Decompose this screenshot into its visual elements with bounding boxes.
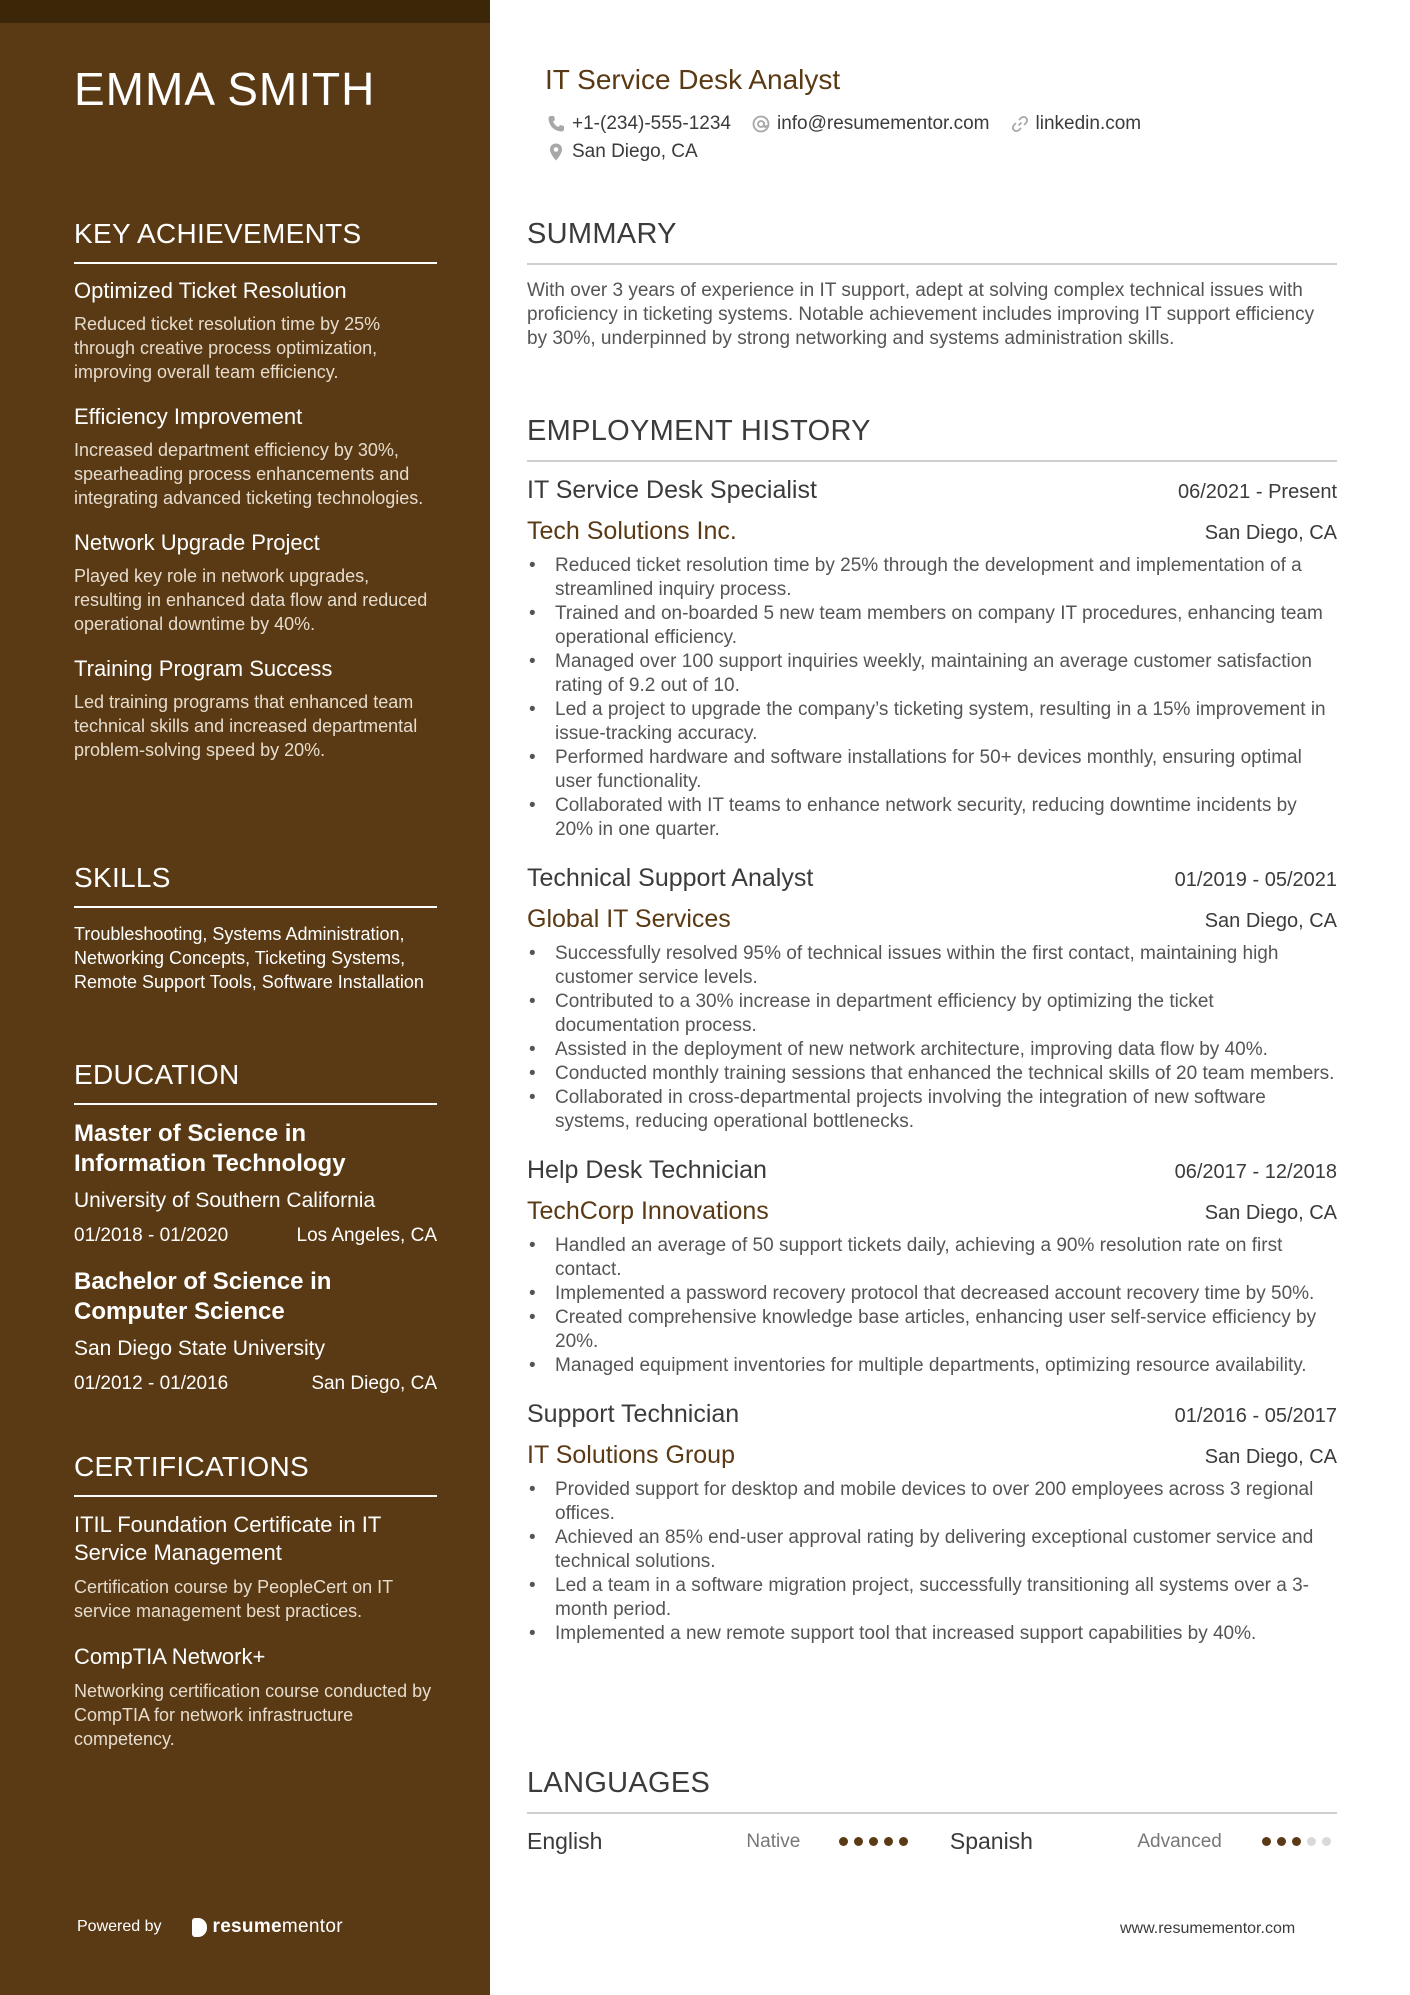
education-heading: EDUCATION xyxy=(74,1059,437,1105)
language-rating xyxy=(1262,1837,1337,1846)
contact-line xyxy=(546,113,1161,135)
job-bullet: • Trained and on-boarded 5 new team members on company IT procedures, enhancing team operational efficiency. xyxy=(527,602,1337,650)
education-dates: 01/2018 - 01/2020 xyxy=(74,1225,229,1246)
achievement-title: Network Upgrade Project xyxy=(74,530,320,555)
rating-dot-filled xyxy=(839,1837,848,1846)
job-entry xyxy=(527,1400,1337,1646)
certification-title: ITIL Foundation Certificate in IT Service Management xyxy=(74,1512,381,1565)
skills-section xyxy=(74,862,437,994)
powered-by-label: Powered by xyxy=(77,1918,162,1935)
brand-logo[interactable] xyxy=(213,1916,343,1938)
phone-text: +1-(234)-555-1234 xyxy=(572,113,731,134)
link-icon xyxy=(1010,114,1030,134)
languages-section xyxy=(527,1767,1337,1855)
job-bullet: • Collaborated with IT teams to enhance network security, reducing downtime incidents by 20% in one quarter. xyxy=(527,794,1337,842)
contact-phone[interactable] xyxy=(546,113,731,135)
rating-dot-filled xyxy=(1262,1837,1271,1846)
achievement-desc: Reduced ticket resolution time by 25% through creative process optimization, improving overall team efficiency. xyxy=(74,314,381,382)
languages-row xyxy=(527,1828,1337,1855)
job-dates: 01/2016 - 05/2017 xyxy=(1174,1405,1337,1427)
powered-by xyxy=(77,1916,343,1938)
summary-heading: SUMMARY xyxy=(527,218,1337,265)
achievement-desc: Played key role in network upgrades, resulting in enhanced data flow and reduced operational downtime by 40%. xyxy=(74,566,428,634)
email-text: info@resumementor.com xyxy=(776,113,990,134)
employment-section xyxy=(527,415,1337,1668)
certification-item xyxy=(74,1511,437,1623)
rating-dot-filled xyxy=(884,1837,893,1846)
job-bullet: • Conducted monthly training sessions that enhanced the technical skills of 20 team members. xyxy=(527,1062,1337,1086)
education-item xyxy=(74,1119,437,1247)
language-name: Spanish xyxy=(949,1828,1033,1854)
rating-dot-empty xyxy=(1322,1837,1331,1846)
employment-heading: EMPLOYMENT HISTORY xyxy=(527,415,1337,462)
achievement-item xyxy=(74,656,437,762)
contact-location xyxy=(546,141,698,163)
job-title: IT Service Desk Analyst xyxy=(545,64,841,95)
job-bullet: • Managed over 100 support inquiries weekly, maintaining an average customer satisfaction rating of 9.2 out of 10. xyxy=(527,650,1337,698)
summary-section xyxy=(527,218,1337,351)
achievement-item xyxy=(74,530,437,636)
achievement-title: Efficiency Improvement xyxy=(74,404,303,429)
language-level: Advanced xyxy=(1137,1830,1222,1852)
job-location: San Diego, CA xyxy=(1204,1446,1337,1468)
certification-desc: Certification course by PeopleCert on IT service management best practices. xyxy=(74,1577,393,1621)
job-bullet: • Implemented a new remote support tool that increased support capabilities by 40%. xyxy=(527,1622,1337,1646)
achievement-item xyxy=(74,404,437,510)
footer-url[interactable]: www.resumementor.com xyxy=(1120,1920,1296,1937)
resumementor-logo-icon xyxy=(192,1918,207,1937)
job-bullet: • Managed equipment inventories for multiple departments, optimizing resource availability. xyxy=(527,1354,1337,1378)
job-bullets xyxy=(527,942,1337,1134)
job-bullet: • Performed hardware and software installations for 50+ devices monthly, ensuring optimal user functionality. xyxy=(527,746,1337,794)
at-icon xyxy=(751,114,771,134)
language-rating xyxy=(839,1837,950,1846)
job-entry xyxy=(527,1156,1337,1378)
contact-line-2 xyxy=(546,141,718,163)
education-degree: Master of Science in Information Technology xyxy=(74,1120,346,1177)
sidebar-top-bar xyxy=(0,0,490,23)
job-bullet: • Achieved an 85% end-user approval rating by delivering exceptional customer service and technical solutions. xyxy=(527,1526,1337,1574)
job-bullet: • Contributed to a 30% increase in department efficiency by optimizing the ticket documentation process. xyxy=(527,990,1337,1038)
education-section xyxy=(74,1059,437,1415)
job-bullet: • Implemented a password recovery protocol that decreased account recovery time by 50%. xyxy=(527,1282,1337,1306)
certifications-heading: CERTIFICATIONS xyxy=(74,1451,437,1497)
achievement-item xyxy=(74,278,437,384)
job-location: San Diego, CA xyxy=(1204,522,1337,544)
job-bullet: • Successfully resolved 95% of technical issues within the first contact, maintaining high customer service levels. xyxy=(527,942,1337,990)
job-bullet: • Provided support for desktop and mobile devices to over 200 employees across 3 regional offices. xyxy=(527,1478,1337,1526)
job-bullet: • Handled an average of 50 support tickets daily, achieving a 90% resolution rate on first contact. xyxy=(527,1234,1337,1282)
languages-heading: LANGUAGES xyxy=(527,1767,1337,1814)
job-bullets xyxy=(527,554,1337,842)
contact-linkedin[interactable] xyxy=(1010,113,1142,135)
job-dates: 06/2017 - 12/2018 xyxy=(1174,1161,1337,1183)
achievements-section xyxy=(74,218,437,782)
location-pin-icon xyxy=(546,142,566,162)
job-company: Tech Solutions Inc. xyxy=(527,517,737,545)
rating-dot-filled xyxy=(1292,1837,1301,1846)
rating-dot-filled xyxy=(854,1837,863,1846)
job-location: San Diego, CA xyxy=(1204,1202,1337,1224)
education-degree: Bachelor of Science in Computer Science xyxy=(74,1268,332,1325)
linkedin-text: linkedin.com xyxy=(1035,113,1142,134)
job-bullet: • Created comprehensive knowledge base articles, enhancing user self-service efficiency by 20%. xyxy=(527,1306,1337,1354)
achievement-title: Optimized Ticket Resolution xyxy=(74,278,347,303)
rating-dot-filled xyxy=(869,1837,878,1846)
job-role: Help Desk Technician xyxy=(527,1156,767,1184)
rating-dot-empty xyxy=(1307,1837,1316,1846)
sidebar xyxy=(0,0,490,1995)
contact-email[interactable] xyxy=(751,113,990,135)
job-bullets xyxy=(527,1478,1337,1646)
brand-bold: resume xyxy=(212,1916,282,1937)
job-entry xyxy=(527,864,1337,1134)
job-company: TechCorp Innovations xyxy=(527,1197,769,1225)
achievement-desc: Led training programs that enhanced team technical skills and increased departmental problem-solving speed by 20%. xyxy=(74,692,418,760)
rating-dot-filled xyxy=(899,1837,908,1846)
job-dates: 06/2021 - Present xyxy=(1178,481,1337,503)
summary-text: With over 3 years of experience in IT support, adept at solving complex technical issues with proficiency in ticketing systems. Notable achievement includes improving IT support efficiency by 30%, underpinned by strong networking and systems administration skills. xyxy=(527,280,1315,349)
brand-thin: mentor xyxy=(281,1916,343,1937)
achievements-heading: KEY ACHIEVEMENTS xyxy=(74,218,437,264)
job-role: IT Service Desk Specialist xyxy=(527,476,817,504)
achievement-desc: Increased department efficiency by 30%, spearheading process enhancements and integrating advanced ticketing technologies. xyxy=(74,440,424,508)
job-dates: 01/2019 - 05/2021 xyxy=(1174,869,1337,891)
job-bullet: • Assisted in the deployment of new network architecture, improving data flow by 40%. xyxy=(527,1038,1337,1062)
job-entry xyxy=(527,476,1337,842)
education-school: University of Southern California xyxy=(74,1189,376,1212)
skills-heading: SKILLS xyxy=(74,862,437,908)
job-role: Technical Support Analyst xyxy=(527,864,814,892)
education-dates: 01/2012 - 01/2016 xyxy=(74,1373,229,1394)
certification-title: CompTIA Network+ xyxy=(74,1644,266,1669)
location-text: San Diego, CA xyxy=(572,141,698,162)
education-location: Los Angeles, CA xyxy=(296,1225,437,1246)
achievement-title: Training Program Success xyxy=(74,656,333,681)
job-location: San Diego, CA xyxy=(1204,910,1337,932)
education-school: San Diego State University xyxy=(74,1337,325,1360)
certification-desc: Networking certification course conducted by CompTIA for network infrastructure competency. xyxy=(74,1681,432,1749)
education-item xyxy=(74,1267,437,1395)
phone-icon xyxy=(546,114,566,134)
job-bullet: • Led a team in a software migration project, successfully transitioning all systems over a 3-month period. xyxy=(527,1574,1337,1622)
language-name: English xyxy=(527,1828,603,1854)
job-role: Support Technician xyxy=(527,1400,740,1428)
rating-dot-filled xyxy=(1277,1837,1286,1846)
job-company: Global IT Services xyxy=(527,905,731,933)
language-level: Native xyxy=(746,1830,801,1852)
job-bullets xyxy=(527,1234,1337,1378)
job-bullet: • Reduced ticket resolution time by 25% through the development and implementation of a streamlined inquiry process. xyxy=(527,554,1337,602)
candidate-name: EMMA SMITH xyxy=(74,63,376,115)
education-location: San Diego, CA xyxy=(311,1373,437,1394)
job-company: IT Solutions Group xyxy=(527,1441,735,1469)
job-bullet: • Collaborated in cross-departmental projects involving the integration of new software systems, reducing operational bottlenecks. xyxy=(527,1086,1337,1134)
certification-item xyxy=(74,1643,437,1751)
skills-list: Troubleshooting, Systems Administration, Networking Concepts, Ticketing Systems, Remote Support Tools, Software Installation xyxy=(74,924,424,992)
job-bullet: • Led a project to upgrade the company’s ticketing system, resulting in a 15% improvement in issue-tracking accuracy. xyxy=(527,698,1337,746)
certifications-section xyxy=(74,1451,437,1771)
